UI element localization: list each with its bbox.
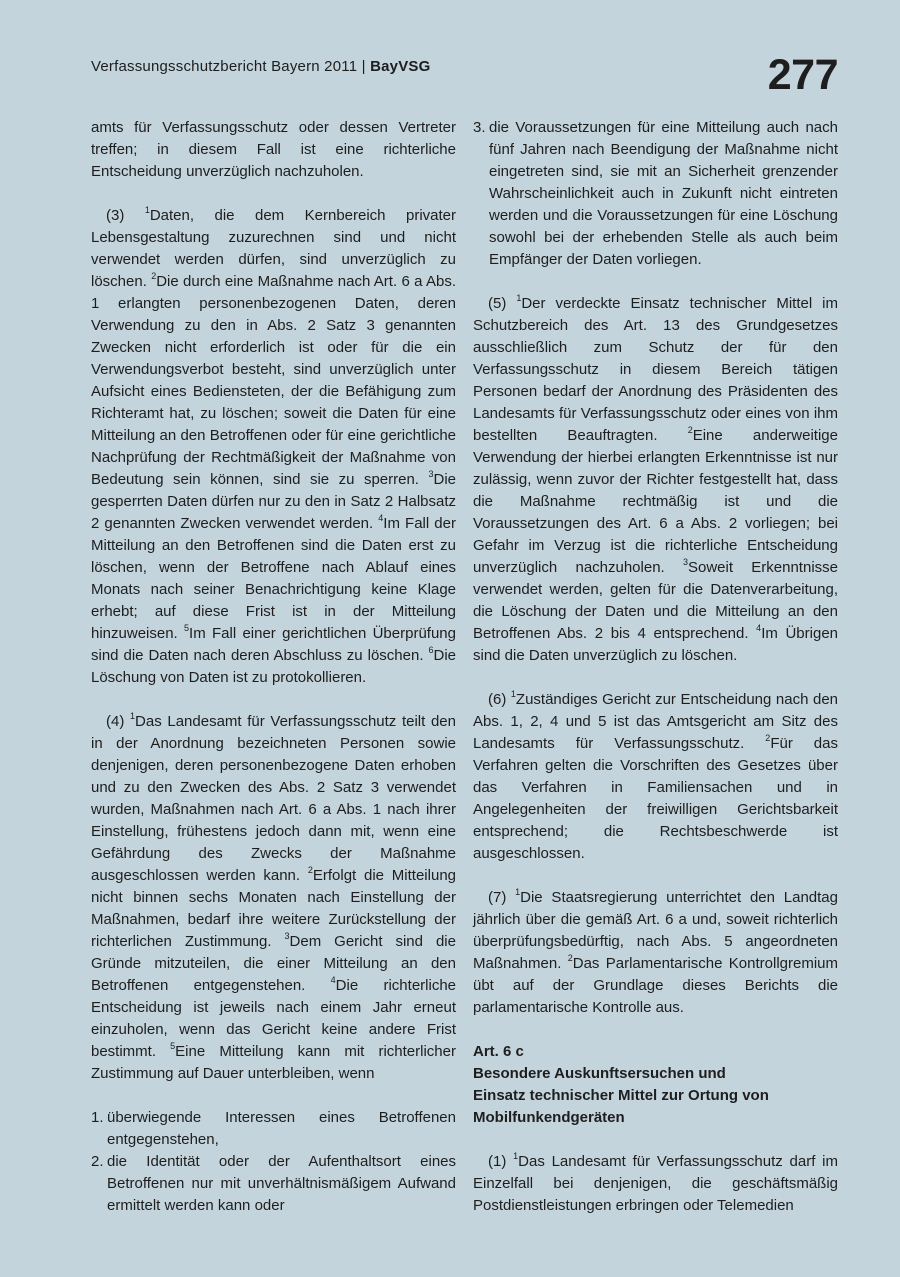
page-header [91, 51, 838, 108]
page-number: 277 [767, 51, 838, 99]
section-label: BayVSG [370, 58, 431, 75]
article-number: Art. 6 c [473, 1043, 524, 1060]
list-item: 1. überwiegende Interessen eines Betroffenen entgegenstehen, [91, 1109, 456, 1148]
paragraph-5: (5) $^1$Der verdeckte Einsatz technischer Mittel im Schutzbereich des Art. 13 des Grundgesetzes ausschließlich zum Schutz der für den Verfassungsschutz in diesem Bereich tätigen Personen bedarf der Anordnung des Präsidenten des Landesamts für Verfassungsschutz oder eines von ihm bestellten Beauftragten. $^2$Eine anderweitige Verwendung der hierbei erlangten Erkenntnisse ist nur zulässig, wenn zuvor der Richter festgestellt hat, dass die Maßnahme rechtmäßig ist und die Voraussetzungen des Art. 6 a Abs. 2 vorliegen; bei Gefahr im Verzug ist die richterliche Entscheidung unverzüglich nachzuholen. $^3$Soweit Erkenntnisse verwendet werden, gelten für die Datenverarbeitung, die Löschung der Daten und die Mitteilung an den Betroffenen Abs. 2 bis 4 entsprechend. $^4$Im Übrigen sind die Daten unverzüglich zu löschen. [473, 293, 839, 664]
right-column [473, 117, 838, 1217]
paragraph-7: (7) $^1$Die Staatsregierung unterrichtet den Landtag jährlich über die gemäß Art. 6 a und, soweit richterlich überprüfungsbedürftig, nach Abs. 5 angeordneten Maßnahmen. $^2$Das Parlamentarische Kontrollgremium übt auf der Grundlage dieses Berichts die parlamentarische Kontrolle aus. [473, 887, 839, 1016]
article-title-line: Mobilfunkendgeräten [473, 1109, 625, 1126]
exception-list-continued [473, 117, 838, 271]
paragraph-4: (4) $^1$Das Landesamt für Verfassungsschutz teilt den in der Anordnung bezeichneten Personen sowie denjenigen, deren personenbezogene Daten erhoben und zu den Zwecken des Abs. 2 Satz 3 verwendet wurden, Maßnahmen nach Art. 6 a Abs. 1 nach ihrer Einstellung, frühestens jedoch dann mit, wenn eine Gefährdung des Zwecks der Maßnahme ausgeschlossen werden kann. $^2$Erfolgt die Mitteilung nicht binnen sechs Monaten nach Einstellung der Maßnahmen, bedarf ihre weitere Zurückstellung der richterlichen Zustimmung. $^3$Dem Gericht sind die Gründe mitzuteilen, die einer Mitteilung an den Betroffenen entgegenstehen. $^4$Die richterliche Entscheidung ist jeweils nach einem Jahr erneut einzuholen, wenn das Gericht keine andere Frist bestimmt. $^5$Eine Mitteilung kann mit richterlicher Zustimmung auf Dauer unterbleiben, wenn [91, 711, 457, 1082]
article-paragraph-1: (1) $^1$Das Landesamt für Verfassungsschutz darf im Einzelfall bei denjenigen, die geschäftsmäßig Postdienstleistungen erbringen oder Telemedien [473, 1151, 839, 1214]
left-column [91, 117, 456, 1239]
running-title: Verfassungsschutzbericht Bayern 2011 | BayVSG [91, 58, 431, 75]
paragraph-6: (6) $^1$Zuständiges Gericht zur Entscheidung nach den Abs. 1, 2, 4 und 5 ist das Amtsgericht am Sitz des Landesamts für Verfassungsschutz. $^2$Für das Verfahren gelten die Vorschriften des Gesetzes über das Verfahren in Familiensachen und in Angelegenheiten der freiwilligen Gerichtsbarkeit entsprechend; die Rechtsbeschwerde ist ausgeschlossen. [473, 689, 839, 862]
article-title-line: Besondere Auskunftsersuchen und [473, 1065, 726, 1082]
exception-list [91, 1107, 456, 1217]
list-item: 3. die Voraussetzungen für eine Mitteilung auch nach fünf Jahren nach Beendigung der Maßnahme nicht eingetreten sind, sie mit an Sicherheit grenzender Wahrscheinlichkeit auch in Zukunft nicht eintreten werden und die Voraussetzungen für eine Löschung sowohl bei der erhebenden Stelle als auch beim Empfänger der Daten vorliegen. [473, 119, 838, 268]
article-title-line: Einsatz technischer Mittel zur Ortung von [473, 1087, 769, 1104]
article-heading [473, 1041, 838, 1129]
paragraph-3: (3) $^1$Daten, die dem Kernbereich privater Lebensgestaltung zuzurechnen sind und nicht verwendet werden dürfen, sind unverzüglich zu löschen. $^2$Die durch eine Maßnahme nach Art. 6 a Abs. 1 erlangten personenbezogenen Daten, deren Verwendung zu den in Abs. 2 Satz 3 genannten Zwecken nicht erforderlich ist oder für die ein Verwendungsverbot besteht, sind unverzüglich unter Aufsicht eines Bediensteten, der die Befähigung zum Richteramt hat, zu löschen; soweit die Daten für eine Mitteilung an den Betroffenen oder für eine gerichtliche Nachprüfung der Rechtmäßigkeit der Maßnahme von Bedeutung sein können, sind sie zu sperren. $^3$Die gesperrten Daten dürfen nur zu den in Satz 2 Halbsatz 2 genannten Zwecken verwendet werden. $^4$Im Fall der Mitteilung an den Betroffenen sind die Daten erst zu löschen, wenn der Betroffene nach Ablauf eines Monats nach seiner Benachrichtigung keine Klage erhebt; auf diese Frist ist in der Mitteilung hinzuweisen. $^5$Im Fall einer gerichtlichen Überprüfung sind die Daten nach deren Abschluss zu löschen. $^6$Die Löschung von Daten ist zu protokollieren. [91, 205, 457, 686]
list-item: 2. die Identität oder der Aufenthaltsort eines Betroffenen nur mit unverhältnismäßigem Aufwand ermittelt werden kann oder [91, 1153, 456, 1214]
paragraph-continuation: amts für Verfassungsschutz oder dessen Vertreter treffen; in diesem Fall ist eine richterliche Entscheidung unverzüglich nachzuholen. [91, 119, 456, 180]
